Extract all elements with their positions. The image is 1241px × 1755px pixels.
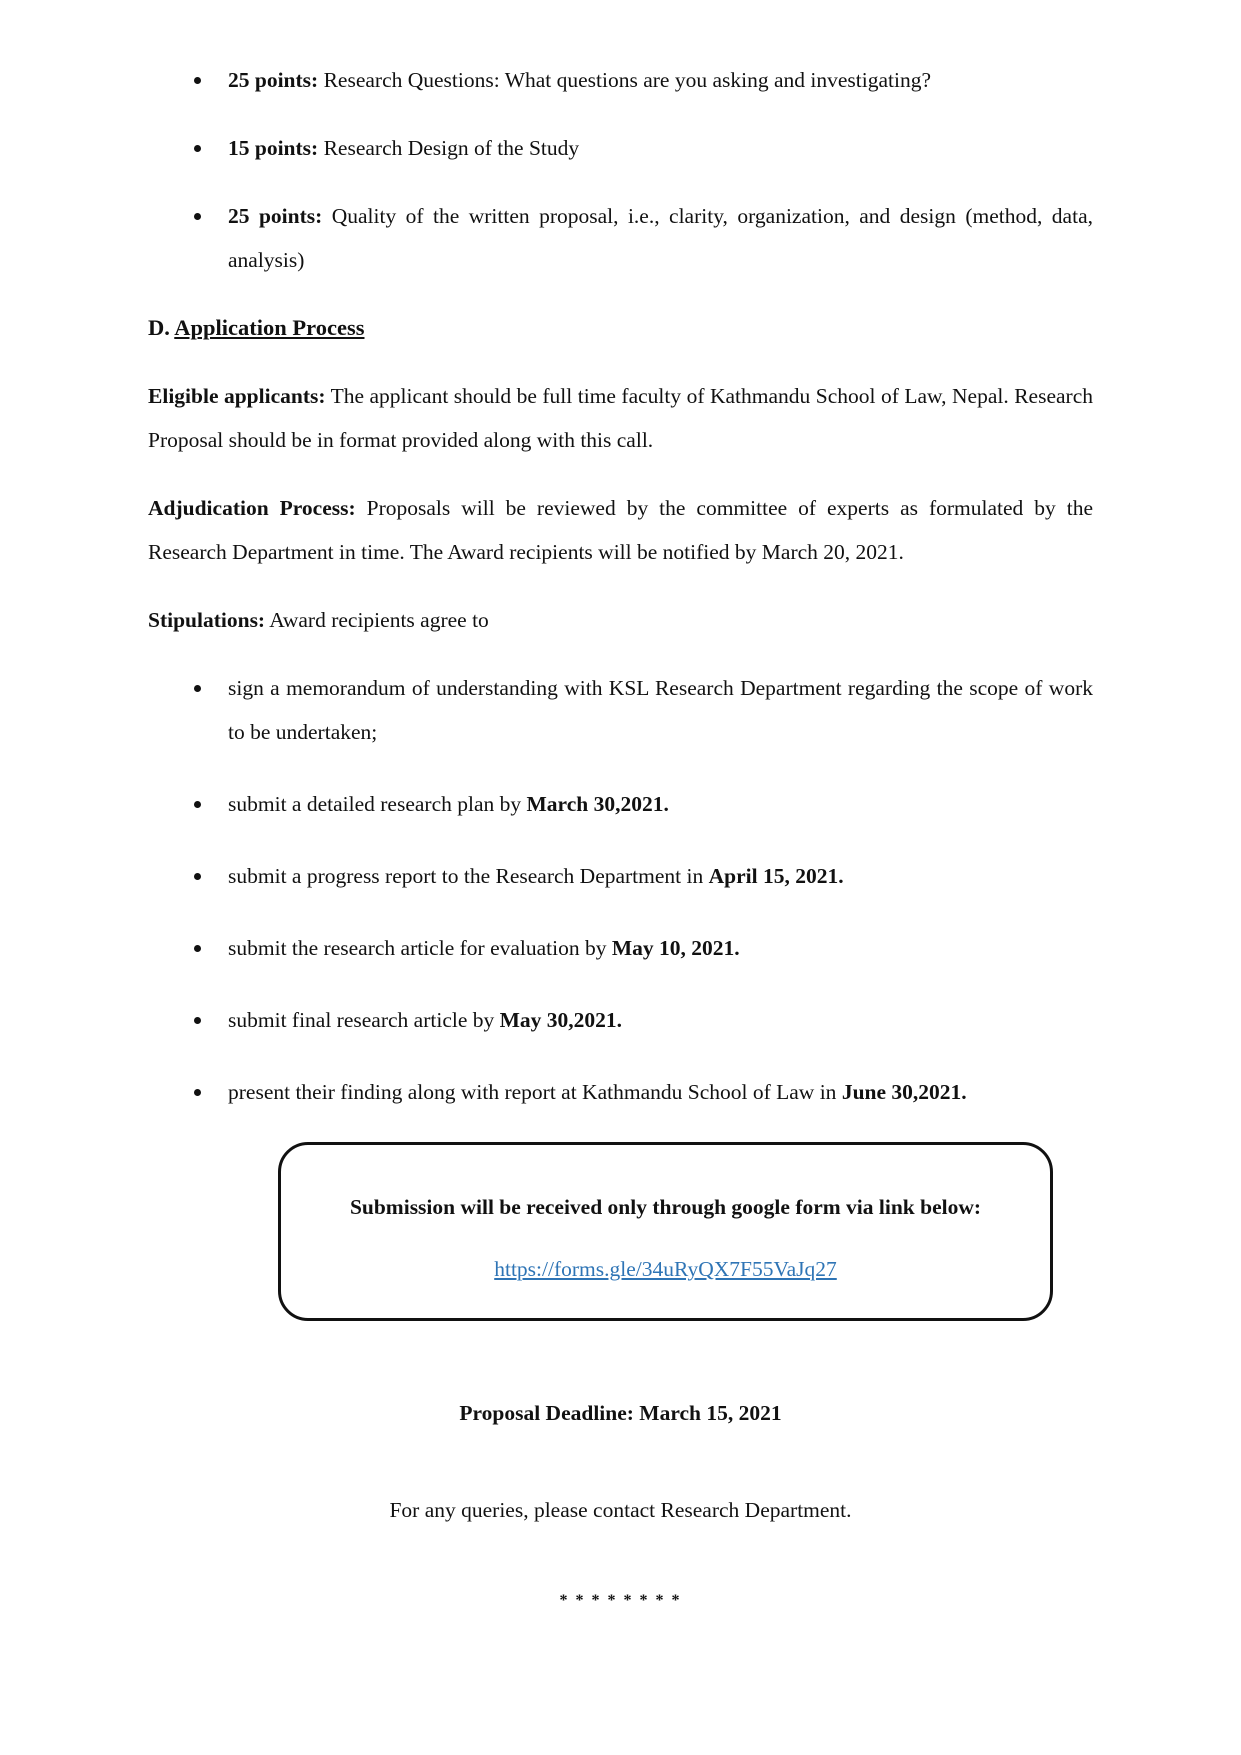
criteria-points-label: 25 points: [228,68,319,92]
paragraph-stipulations [148,598,1093,642]
bullet-icon [194,1089,201,1096]
stipulation-date: March 30,2021. [526,792,669,816]
stipulation-item [148,998,1093,1042]
criteria-text: Research Design of the Study [318,136,580,160]
criteria-item [148,58,1093,102]
end-divider: * * * * * * * * [559,1592,682,1609]
bullet-icon [194,213,201,220]
stipulation-text: sign a memorandum of understanding with KSL Research Department regarding the scope of work to be undertaken; [228,676,1093,744]
paragraph-eligible-applicants [148,374,1093,462]
stipulation-item [148,854,1093,898]
section-heading-prefix: D. [148,315,175,340]
stipulation-text: submit final research article by [228,1008,500,1032]
bullet-icon [194,945,201,952]
paragraph-lead: Adjudication Process: [148,496,356,520]
proposal-deadline: Proposal Deadline: March 15, 2021 [459,1401,782,1425]
contact-note: For any queries, please contact Research Department. [389,1498,852,1522]
bullet-icon [194,1017,201,1024]
criteria-text: Research Questions: What questions are you asking and investigating? [318,68,932,92]
stipulation-item [148,666,1093,754]
paragraph-lead: Eligible applicants: [148,384,326,408]
paragraph-text: Award recipients agree to [265,608,489,632]
stipulation-item [148,1070,1093,1114]
criteria-list [148,58,1093,282]
submission-box [278,1142,1053,1321]
bullet-icon [194,685,201,692]
stipulation-text: submit the research article for evaluation by [228,936,612,960]
submission-box-link-row [281,1247,1050,1291]
stipulations-list [148,666,1093,1114]
paragraph-adjudication-process [148,486,1093,574]
criteria-points-label: 15 points: [228,136,319,160]
criteria-points-label: 25 points: [228,204,323,228]
google-form-link[interactable]: https://forms.gle/34uRyQX7F55VaJq27 [494,1257,837,1281]
paragraph-text: The applicant should be full time faculty of Kathmandu School of Law, Nepal. Research Proposal should be in format provided along with this call. [148,384,1093,452]
criteria-item [148,194,1093,282]
stipulation-text: submit a progress report to the Research Department in [228,864,709,888]
criteria-text: Quality of the written proposal, i.e., clarity, organization, and design (method, data, analysis) [228,204,1093,272]
stipulation-date: May 30,2021. [499,1008,623,1032]
stipulation-item [148,926,1093,970]
section-heading [148,306,1093,350]
section-heading-title: Application Process [174,315,365,340]
stipulation-text: submit a detailed research plan by [228,792,527,816]
paragraph-text: Proposals will be reviewed by the committee of experts as formulated by the Research Department in time. The Award recipients will be notified by March 20, 2021. [148,496,1094,564]
submission-box-title: Submission will be received only through google form via link below: [349,1195,982,1219]
stipulation-date: June 30,2021. [841,1080,967,1104]
paragraph-lead: Stipulations: [148,608,266,632]
stipulation-item [148,782,1093,826]
bullet-icon [194,77,201,84]
stipulation-text: present their finding along with report at Kathmandu School of Law in [228,1080,842,1104]
stipulation-date: May 10, 2021. [611,936,740,960]
criteria-item [148,126,1093,170]
bullet-icon [194,801,201,808]
bullet-icon [194,873,201,880]
bullet-icon [194,145,201,152]
stipulation-date: April 15, 2021. [708,864,844,888]
